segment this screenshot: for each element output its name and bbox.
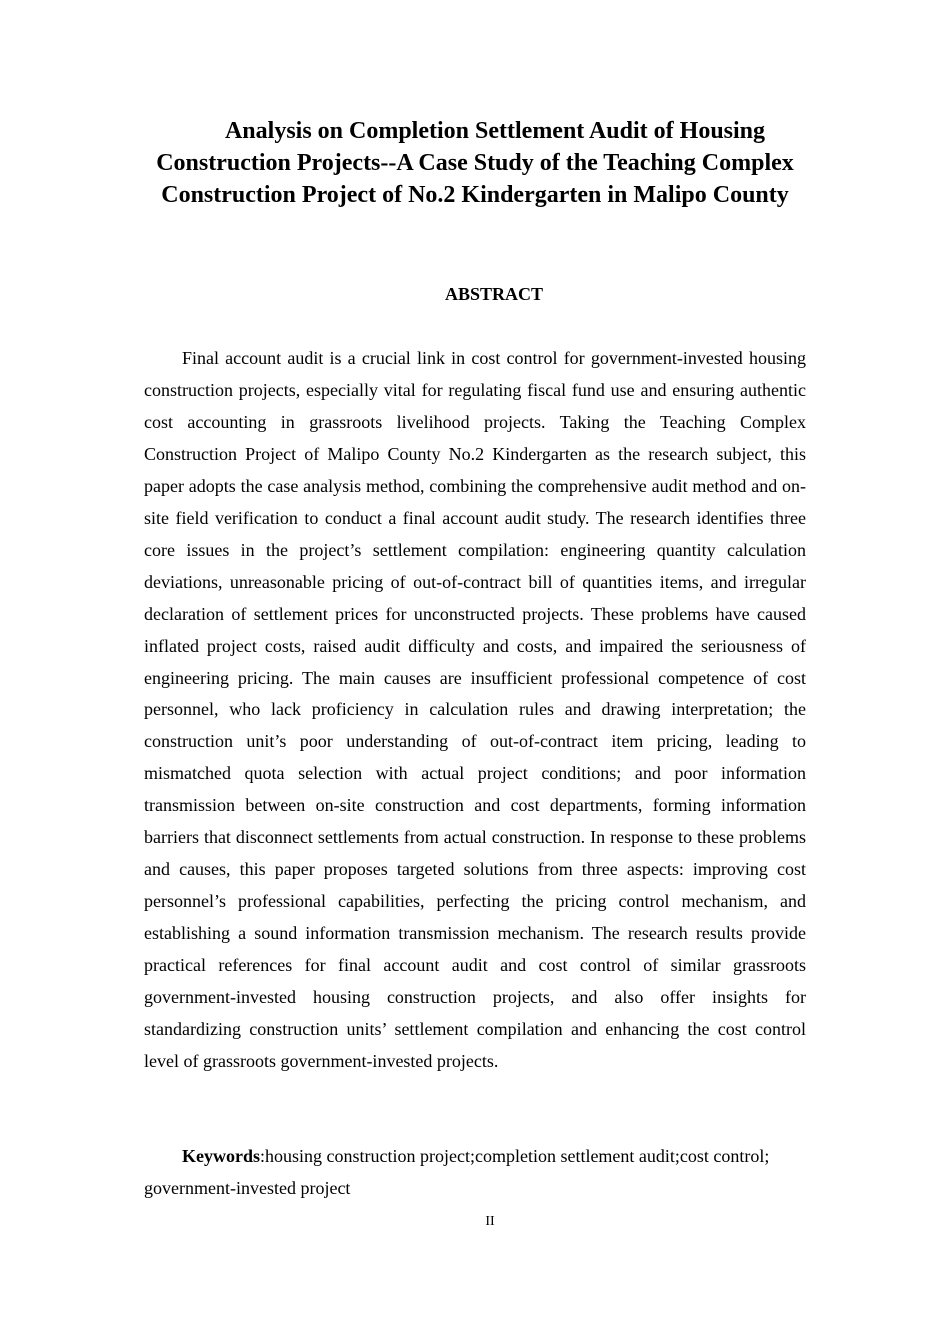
- keywords-text: :housing construction project;completion settlement audit;cost control; government-invested project: [144, 1146, 770, 1198]
- abstract-body: Final account audit is a crucial link in cost control for government-invested housing construction projects, especially vital for regulating fiscal fund use and ensuring authentic cost accounting in grassroots livelihood projects. Taking the Teaching Complex Construction Project of Malipo County No.2 Kindergarten as the research subject, this paper adopts the case analysis method, combining the comprehensive audit method and on-site field verification to conduct a final account audit study. The research identifies three core issues in the project’s settlement compilation: engineering quantity calculation deviations, unreasonable pricing of out-of-contract bill of quantities items, and irregular declaration of settlement prices for unconstructed projects. These problems have caused inflated project costs, raised audit difficulty and costs, and impaired the seriousness of engineering pricing. The main causes are insufficient professional competence of cost personnel, who lack proficiency in calculation rules and drawing interpretation; the construction unit’s poor understanding of out-of-contract item pricing, leading to mismatched quota selection with actual project conditions; and poor information transmission between on-site construction and cost departments, forming information barriers that disconnect settlements from actual construction. In response to these problems and causes, this paper proposes targeted solutions from three aspects: improving cost personnel’s professional capabilities, perfecting the pricing control mechanism, and establishing a sound information transmission mechanism. The research results provide practical references for final account audit and cost control of similar grassroots government-invested housing construction projects, and also offer insights for standardizing construction units’ settlement compilation and enhancing the cost control level of grassroots government-invested projects.: [144, 348, 806, 1071]
- paper-title: Analysis on Completion Settlement Audit of Housing Construction Projects--A Case Study of the Teaching Complex Construction Project of No.2 Kindergarten in Malipo County: [156, 118, 794, 208]
- abstract-heading: ABSTRACT: [444, 284, 544, 304]
- keywords-label: Keywords: [182, 1146, 260, 1166]
- keywords-paragraph: [144, 1140, 806, 1204]
- page-number: II: [485, 1214, 495, 1229]
